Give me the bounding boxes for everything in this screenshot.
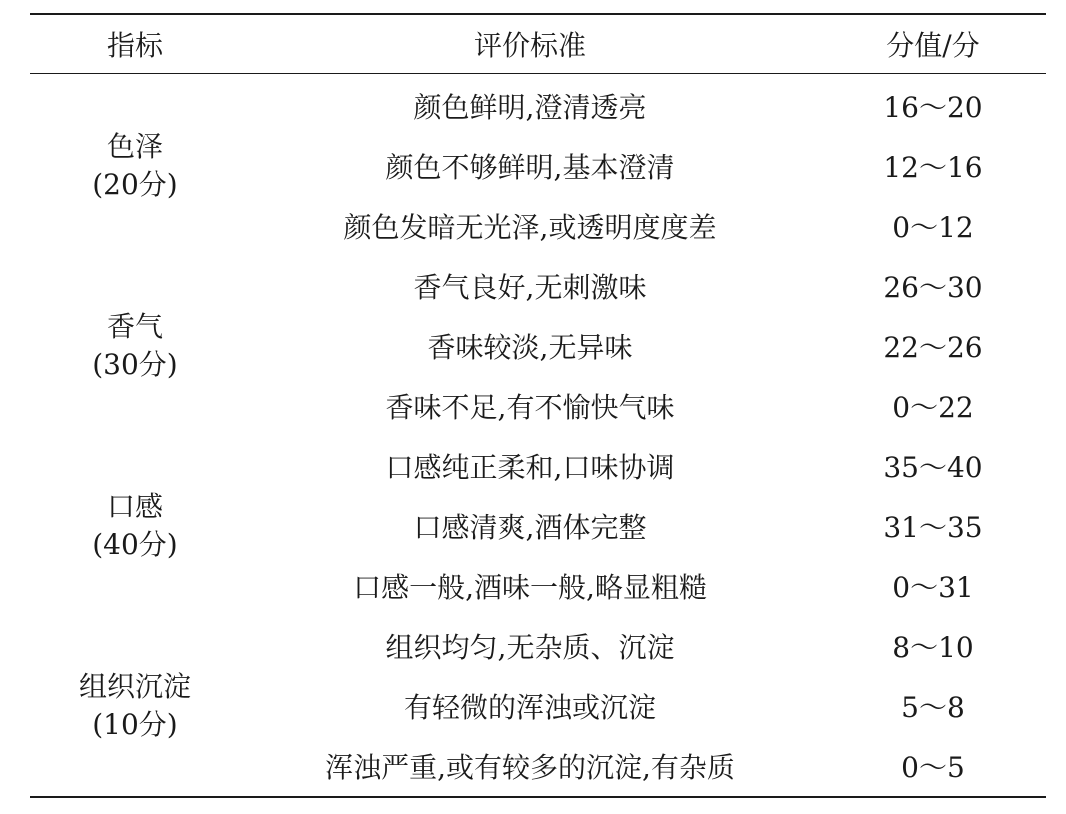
evaluation-table-container (30, 13, 1046, 798)
metric-name: 香气 (106, 310, 163, 343)
table-row (30, 74, 1046, 137)
criterion-cell: 有轻微的浑浊或沉淀 (403, 691, 656, 724)
metric-name: 口感 (106, 490, 163, 523)
score-cell: 12～16 (883, 151, 983, 184)
metric-points: (40分) (92, 528, 178, 561)
criterion-cell: 口感清爽,酒体完整 (413, 511, 647, 544)
score-cell: 0～22 (892, 391, 974, 424)
metric-points: (30分) (92, 348, 178, 381)
criterion-cell: 香味不足,有不愉快气味 (385, 391, 675, 424)
table-row (30, 256, 1046, 316)
score-cell: 26～30 (883, 271, 983, 304)
table-header (30, 14, 1046, 74)
table-body (30, 74, 1046, 798)
score-cell: 31～35 (883, 511, 983, 544)
score-cell: 0～31 (892, 571, 974, 604)
metric-cell (30, 616, 240, 797)
header-score: 分值/分 (886, 29, 980, 62)
metric-cell (30, 436, 240, 616)
header-criterion: 评价标准 (473, 29, 586, 62)
table-row (30, 616, 1046, 676)
criterion-cell: 颜色鲜明,澄清透亮 (413, 91, 647, 124)
score-cell: 8～10 (892, 631, 974, 664)
metric-points: (10分) (92, 708, 178, 741)
metric-name: 色泽 (106, 130, 163, 163)
sensory-evaluation-table (30, 13, 1046, 798)
header-metric: 指标 (106, 29, 163, 62)
score-cell: 16～20 (883, 91, 983, 124)
score-cell: 5～8 (901, 691, 965, 724)
criterion-cell: 香味较淡,无异味 (427, 331, 633, 364)
score-cell: 0～5 (901, 751, 965, 784)
score-cell: 22～26 (883, 331, 983, 364)
metric-cell (30, 74, 240, 257)
criterion-cell: 口感一般,酒味一般,略显粗糙 (353, 571, 707, 604)
table-row (30, 436, 1046, 496)
criterion-cell: 颜色不够鲜明,基本澄清 (385, 151, 675, 184)
criterion-cell: 香气良好,无刺激味 (413, 271, 647, 304)
criterion-cell: 口感纯正柔和,口味协调 (385, 451, 675, 484)
criterion-cell: 浑浊严重,或有较多的沉淀,有杂质 (325, 751, 735, 784)
score-cell: 35～40 (883, 451, 983, 484)
criterion-cell: 颜色发暗无光泽,或透明度度差 (343, 211, 717, 244)
criterion-cell: 组织均匀,无杂质、沉淀 (385, 631, 675, 664)
metric-name: 组织沉淀 (78, 670, 191, 703)
metric-points: (20分) (92, 168, 178, 201)
header-row (30, 14, 1046, 74)
metric-cell (30, 256, 240, 436)
score-cell: 0～12 (892, 211, 974, 244)
